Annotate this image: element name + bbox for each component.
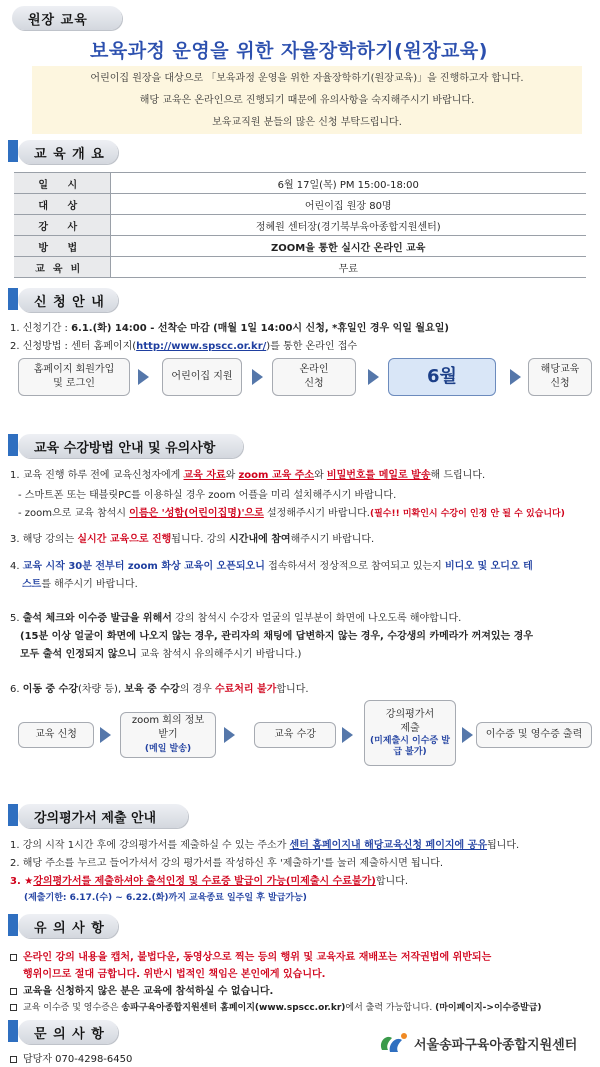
overview-value: ZOOM을 통한 실시간 온라인 교육 bbox=[110, 236, 586, 257]
overview-value: 무료 bbox=[110, 257, 586, 278]
arrow-right-icon bbox=[252, 369, 263, 385]
text-span: 센터 홈페이지내 해당교육신청 페이지에 공유 bbox=[289, 840, 487, 851]
step-label: 신청 bbox=[550, 378, 570, 389]
course-step-certificate bbox=[476, 722, 592, 748]
table-row bbox=[14, 215, 586, 236]
notes-bar bbox=[8, 914, 18, 936]
text-span: 의 경우 bbox=[179, 684, 215, 695]
text-span: 시간내에 참여 bbox=[229, 534, 291, 545]
course-step-evaluation bbox=[364, 700, 456, 766]
center-logo bbox=[376, 1030, 577, 1056]
apply-period-label: 1. 신청기간 : bbox=[10, 323, 72, 334]
arrow-right-icon bbox=[138, 369, 149, 385]
method-item-5-line-2: (15분 이상 얼굴이 화면에 나오지 않는 경우, 관리자의 채팅에 답변하지 않는 경우, 수강생의 카메라가 꺼져있는 경우 bbox=[20, 631, 534, 642]
text-span: 5. bbox=[10, 613, 23, 624]
text-span: - zoom으로 교육 참석시 bbox=[18, 508, 130, 519]
text-span: 비밀번호를 메일로 발송 bbox=[326, 470, 431, 481]
apply-step-support bbox=[162, 358, 242, 396]
text-span: 6. bbox=[10, 684, 23, 695]
step-label: 및 로그인 bbox=[53, 378, 95, 389]
course-step-zoom-info bbox=[120, 712, 216, 758]
method-item-5 bbox=[10, 609, 461, 624]
intro-line-3: 보육교직원 분들의 많은 신청 부탁드립니다. bbox=[212, 117, 402, 128]
method-item-1 bbox=[10, 466, 485, 481]
text-span: 스트 bbox=[22, 579, 42, 590]
text-span: 이름은 '성함(어린이집명)'으로 bbox=[129, 508, 264, 519]
text-span: 이동 중 수강 bbox=[22, 684, 78, 695]
table-row bbox=[14, 194, 586, 215]
text-span: 해 드립니다. bbox=[430, 470, 486, 481]
step-label: 홈페이지 회원가입 bbox=[33, 364, 115, 375]
apply-method-suffix: )를 통한 온라인 접수 bbox=[266, 341, 358, 352]
notes-heading: 유 의 사 항 bbox=[18, 914, 118, 938]
text-span: 를 해주시기 바랍니다. bbox=[41, 579, 138, 590]
text-span: 설정해주시기 바랍니다. bbox=[263, 508, 370, 519]
text-span: 와 bbox=[225, 470, 239, 481]
step-label: 교육 신청 bbox=[35, 729, 77, 740]
notes-item-1 bbox=[10, 948, 491, 963]
overview-key: 교육비 bbox=[14, 257, 110, 278]
apply-step-signup bbox=[18, 358, 130, 396]
contact-bar bbox=[8, 1020, 18, 1042]
intro-box bbox=[32, 66, 582, 134]
text-span: 4. bbox=[10, 561, 23, 572]
overview-value: 6월 17일(목) PM 15:00-18:00 bbox=[110, 173, 586, 194]
method-bar bbox=[8, 434, 18, 456]
method-item-5-line-3 bbox=[20, 645, 301, 660]
arrow-right-icon bbox=[100, 727, 111, 743]
method-item-1-sub-2 bbox=[18, 504, 565, 519]
text-span: 됩니다. bbox=[487, 840, 520, 851]
page-title: 보육과정 운영을 위한 자율장학하기(원장교육) bbox=[90, 40, 488, 62]
apply-method-label: 2. 신청방법 : 센터 홈페이지( bbox=[10, 341, 137, 352]
header-tag: 원장 교육 bbox=[12, 6, 122, 30]
step-label: 어린이집 지원 bbox=[171, 371, 233, 382]
overview-value: 어린이집 원장 80명 bbox=[110, 194, 586, 215]
text-span: 교육 시작 30분 전부터 zoom 화상 교육이 오픈되오니 bbox=[22, 561, 265, 572]
apply-method bbox=[10, 337, 357, 352]
text-span: 담당자 070-4298-6450 bbox=[23, 1054, 133, 1065]
table-row bbox=[14, 257, 586, 278]
text-span: 1. 강의 시작 1시간 후에 강의평가서를 제출하실 수 있는 주소가 bbox=[10, 840, 290, 851]
overview-value: 정혜원 센터장(경기북부육아종합지원센터) bbox=[110, 215, 586, 236]
overview-key: 대 상 bbox=[14, 194, 110, 215]
method-heading: 교육 수강방법 안내 및 유의사항 bbox=[18, 434, 243, 458]
homepage-link[interactable]: http://www.spscc.or.kr/ bbox=[136, 341, 267, 352]
text-span: 강의 참석시 수강자 얼굴의 일부분이 화면에 나오도록 해야합니다. bbox=[171, 613, 462, 624]
text-span: 출석 체크와 이수증 발급을 위해서 bbox=[22, 613, 172, 624]
evaluation-deadline: (제출기한: 6.17.(수) ~ 6.22.(화)까지 교육종료 일주일 후 발급가능) bbox=[24, 893, 307, 903]
square-bullet-icon bbox=[10, 988, 17, 995]
text-span: 교육 자료 bbox=[183, 470, 226, 481]
course-step-attend bbox=[254, 722, 336, 748]
text-span: 접속하셔서 정상적으로 참여되고 있는지 bbox=[264, 561, 446, 572]
text-span: 온라인 강의 내용을 캡처, 불법다운, 동영상으로 찍는 등의 행위 및 교육자료 재배포는 저작권법에 위반되는 bbox=[23, 952, 492, 963]
step-label: 받기 bbox=[158, 729, 178, 740]
overview-key: 일 시 bbox=[14, 173, 110, 194]
evaluation-line-1 bbox=[10, 836, 519, 851]
square-bullet-icon bbox=[10, 1004, 17, 1011]
apply-step-online bbox=[272, 358, 356, 396]
method-item-3 bbox=[10, 530, 374, 545]
step-note: (미제출시 이수증 발급 불가) bbox=[370, 736, 450, 757]
text-span: 비디오 및 오디오 테 bbox=[445, 561, 533, 572]
contact-line bbox=[10, 1050, 132, 1065]
step-label: 이수증 및 영수증 출력 bbox=[485, 729, 583, 740]
apply-step-month bbox=[388, 358, 496, 396]
apply-period-value: 6.1.(화) 14:00 - 선착순 마감 (매월 1일 14:00시 신청, *휴일인 경우 익일 월요일) bbox=[71, 323, 449, 334]
method-item-6 bbox=[10, 680, 309, 695]
overview-bar bbox=[8, 140, 18, 162]
table-row bbox=[14, 173, 586, 194]
evaluation-line-2: 2. 해당 주소를 누르고 들어가셔서 강의 평가서를 작성하신 후 '제출하기'를 눌러 제출하시면 됩니다. bbox=[10, 858, 444, 869]
step-label: zoom 회의 정보 bbox=[131, 715, 205, 726]
text-span: 교육을 신청하지 않은 분은 교육에 참석하실 수 없습니다. bbox=[23, 986, 274, 997]
apply-step-course bbox=[528, 358, 592, 396]
overview-key: 방 법 bbox=[14, 236, 110, 257]
step-label: 온라인 bbox=[299, 364, 329, 375]
evaluation-line-3 bbox=[10, 872, 408, 887]
text-span: 됩니다. 강의 bbox=[171, 534, 230, 545]
arrow-right-icon bbox=[510, 369, 521, 385]
step-note: (메일 발송) bbox=[144, 744, 192, 754]
text-span: zoom 교육 주소 bbox=[238, 470, 315, 481]
overview-heading: 교 육 개 요 bbox=[18, 140, 118, 164]
arrow-right-icon bbox=[462, 727, 473, 743]
arrow-right-icon bbox=[224, 727, 235, 743]
text-span: 교육 이수증 및 영수증은 bbox=[23, 1003, 122, 1013]
text-span: 합니다. bbox=[276, 684, 309, 695]
text-span: 교육 참석시 유의해주시기 바랍니다.) bbox=[136, 649, 302, 660]
text-span: 1. 교육 진행 하루 전에 교육신청자에게 bbox=[10, 470, 184, 481]
text-span: 실시간 교육으로 진행 bbox=[77, 534, 172, 545]
overview-key: 강 사 bbox=[14, 215, 110, 236]
square-bullet-icon bbox=[10, 954, 17, 961]
intro-line-2: 해당 교육은 온라인으로 진행되기 때문에 유의사항을 숙지해주시기 바랍니다. bbox=[139, 95, 475, 106]
step-month-label: 6월 bbox=[427, 366, 457, 387]
text-span: 3. 해당 강의는 bbox=[10, 534, 78, 545]
text-span: (마이페이지->이수증발급) bbox=[435, 1003, 542, 1013]
text-span: 에서 출력 가능합니다. bbox=[345, 1003, 436, 1013]
step-label: 제출 bbox=[400, 723, 420, 734]
step-label: 신청 bbox=[304, 378, 324, 389]
evaluation-heading: 강의평가서 제출 안내 bbox=[18, 804, 188, 828]
apply-heading: 신 청 안 내 bbox=[18, 288, 118, 312]
method-item-1-sub-1: - 스마트폰 또는 태블릿PC를 이용하실 경우 zoom 어플을 미리 설치해주시기 바랍니다. bbox=[18, 490, 397, 501]
course-step-apply bbox=[18, 722, 94, 748]
overview-table bbox=[14, 172, 586, 278]
notes-item-2 bbox=[10, 982, 273, 997]
table-row bbox=[14, 236, 586, 257]
center-logo-icon bbox=[376, 1030, 410, 1056]
text-span: (차량 등), bbox=[78, 684, 125, 695]
text-span: 모두 출석 인정되지 않으니 bbox=[20, 649, 137, 660]
text-span: 보육 중 수강 bbox=[124, 684, 180, 695]
evaluation-bar bbox=[8, 804, 18, 826]
square-bullet-icon bbox=[10, 1056, 17, 1063]
step-label: 강의평가서 bbox=[385, 709, 435, 720]
method-item-4 bbox=[10, 557, 533, 572]
arrow-right-icon bbox=[368, 369, 379, 385]
text-span: 해주시기 바랍니다. bbox=[290, 534, 375, 545]
arrow-right-icon bbox=[342, 727, 353, 743]
contact-heading: 문 의 사 항 bbox=[18, 1020, 118, 1044]
step-label: 교육 수강 bbox=[274, 729, 316, 740]
text-span: 수료처리 불가 bbox=[214, 684, 277, 695]
step-label: 해당교육 bbox=[540, 364, 580, 375]
apply-bar bbox=[8, 288, 18, 310]
intro-line-1: 어린이집 원장을 대상으로 「보육과정 운영을 위한 자율장학하기(원장교육)」을 진행하고자 합니다. bbox=[90, 73, 524, 84]
method-item-4-cont bbox=[22, 575, 138, 590]
text-span: 송파구육아종합지원센터 홈페이지(www.spscc.or.kr) bbox=[121, 1003, 346, 1013]
notes-item-3 bbox=[10, 1000, 542, 1013]
apply-period bbox=[10, 319, 449, 334]
text-span: (필수!! 미확인시 수강이 인정 안 될 수 있습니다) bbox=[369, 509, 565, 519]
text-span: 합니다. bbox=[375, 876, 409, 887]
text-span: 강의평가서를 제출하셔야 출석인정 및 수료증 발급이 가능(미제출시 수료불가) bbox=[33, 876, 376, 887]
notes-item-1-cont: 행위이므로 절대 금합니다. 위반시 법적인 책임은 본인에게 있습니다. bbox=[23, 969, 326, 980]
center-logo-text: 서울송파구육아종합지원센터 bbox=[414, 1037, 578, 1053]
text-span: 3. ★ bbox=[10, 876, 34, 887]
text-span: 와 bbox=[314, 470, 327, 481]
